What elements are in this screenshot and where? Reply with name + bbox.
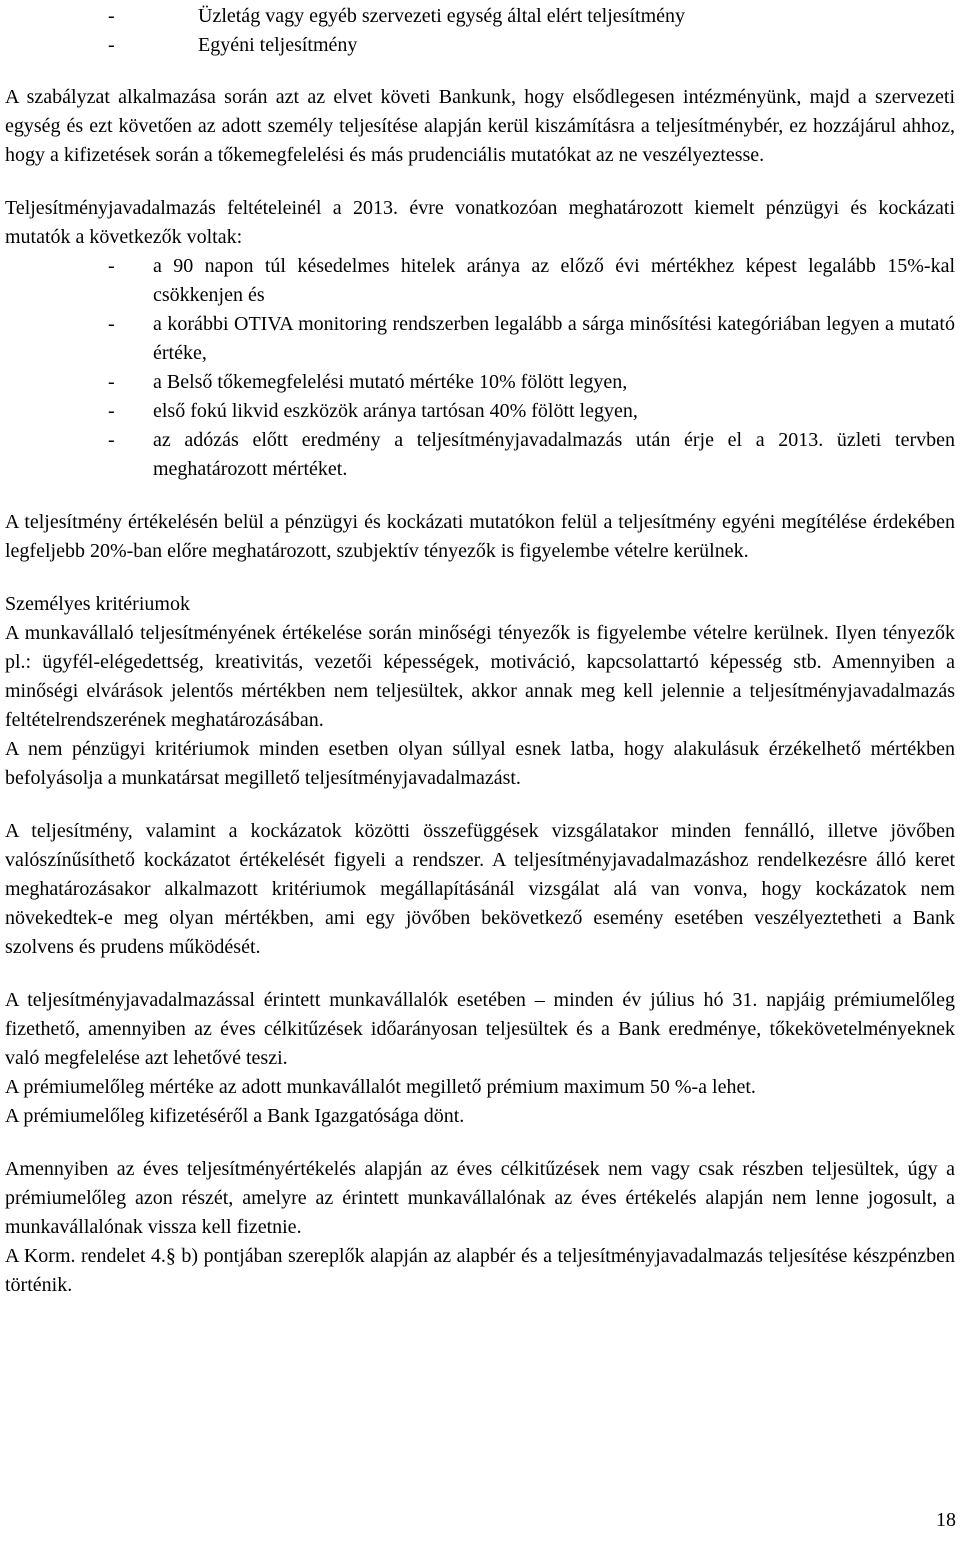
- document-page: [5, 2, 955, 1300]
- paragraph-2013-indicators: Teljesítményjavadalmazás feltételeinél a 2013. évre vonatkozóan meghatározott kiemelt pénzügyi és kockázati mutatók a következők voltak:: [5, 197, 955, 248]
- paragraph-risk-assessment: A teljesítmény, valamint a kockázatok közötti összefüggések vizsgálatakor minden fennálló, illetve jövőben valószínűsíthető kockázatot értékelését figyeli a rendszer. A teljesítményjavadalmazáshoz rendelkezésre álló keret meghatározásakor alkalmazott kritériumok megállapításánál vizsgálat alá van vonva, hogy kockázatok nem növekedtek-e meg olyan mértékben, ami egy jövőben bekövetkező esemény esetében veszélyeztetheti a Bank szolvens és prudens működését.: [5, 820, 955, 958]
- paragraph-bonus-advance-decision: A prémiumelőleg kifizetéséről a Bank Igazgatósága dönt.: [5, 1105, 465, 1127]
- paragraph-subjective-factors: A teljesítmény értékelésén belül a pénzügyi és kockázati mutatókon felül a teljesítmény egyéni megítélése érdekében legfeljebb 20%-ban előre meghatározott, szubjektív tényezők is figyelembe vételre kerülnek.: [5, 511, 955, 562]
- list-item-text: az adózás előtt eredmény a teljesítményjavadalmazás után érje el a 2013. üzleti tervben meghatározott mértéket.: [153, 429, 955, 480]
- list-item-text: a 90 napon túl késedelmes hitelek aránya az előző évi mértékhez képest legalább 15%-kal csökkenjen és: [153, 255, 955, 306]
- paragraph-quality-factors: A munkavállaló teljesítményének értékelése során minőségi tényezők is figyelembe vételre kerülnek. Ilyen tényezők pl.: ügyfél-elégedettség, kreativitás, vezetői képességek, motiváció, kapcsolattartó képesség stb. Amennyiben a minőségi elvárások jelentős mértékben nem teljesültek, akkor annak meg kell jelennie a teljesítményjavadalmazás feltételrendszerének meghatározásában.: [5, 622, 955, 731]
- list-item: [5, 2, 955, 31]
- list-item-text: Üzletág vagy egyéb szervezeti egység által elért teljesítmény: [198, 5, 686, 27]
- paragraph-repayment: Amennyiben az éves teljesítményértékelés alapján az éves célkitűzések nem vagy csak részben teljesültek, úgy a prémiumelőleg azon részét, amelyre az érintett munkavállalónak az éves értékelés alapján nem lenne jogosult, a munkavállalónak vissza kell fizetnie.: [5, 1158, 955, 1238]
- section-heading-personal-criteria: Személyes kritériumok: [5, 593, 190, 615]
- list-item-text: a korábbi OTIVA monitoring rendszerben legalább a sárga minősítési kategóriában legyen a mutató értéke,: [153, 313, 955, 364]
- list-item: [5, 31, 955, 60]
- list-dash: -: [108, 400, 115, 422]
- list-item: [5, 397, 955, 426]
- list-item-text: a Belső tőkemegfelelési mutató mértéke 10% fölött legyen,: [153, 371, 628, 393]
- paragraph-policy-principle: A szabályzat alkalmazása során azt az elvet követi Bankunk, hogy elsődlegesen intézményünk, majd a szervezeti egység és ezt követően az adott személy teljesítése alapján kerül kiszámításra a teljesítménybér, ez hozzájárul ahhoz, hogy a kifizetések során a tőkemegfelelési és más prudenciális mutatókat az ne veszélyeztesse.: [5, 86, 955, 166]
- list-dash: -: [108, 429, 115, 451]
- list-item: [5, 368, 955, 397]
- list-dash: -: [108, 371, 115, 393]
- list-dash: -: [108, 313, 115, 335]
- list-item: [5, 310, 955, 368]
- list-dash: -: [108, 34, 115, 56]
- paragraph-bonus-advance: A teljesítményjavadalmazással érintett munkavállalók esetében – minden év július hó 31. napjáig prémiumelőleg fizethető, amennyiben az éves célkitűzések időarányosan teljesültek és a Bank eredménye, tőkekövetelményeknek való megfelelése azt lehetővé teszi.: [5, 989, 955, 1069]
- paragraph-cash-payment: A Korm. rendelet 4.§ b) pontjában szereplők alapján az alapbér és a teljesítményjavadalmazás teljesítése készpénzben történik.: [5, 1245, 955, 1296]
- list-dash: -: [108, 5, 115, 27]
- list-item: [5, 252, 955, 310]
- list-item-text: első fokú likvid eszközök aránya tartósan 40% fölött legyen,: [153, 400, 638, 422]
- page-number: 18: [936, 1509, 956, 1531]
- list-item-text: Egyéni teljesítmény: [198, 34, 358, 56]
- paragraph-bonus-advance-amount: A prémiumelőleg mértéke az adott munkavállalót megillető prémium maximum 50 %-a lehet.: [5, 1076, 756, 1098]
- list-item: [5, 426, 955, 484]
- paragraph-non-financial-criteria: A nem pénzügyi kritériumok minden esetben olyan súllyal esnek latba, hogy alakulásuk érzékelhető mértékben befolyásolja a munkatársat megillető teljesítményjavadalmazást.: [5, 738, 955, 789]
- list-dash: -: [108, 255, 115, 277]
